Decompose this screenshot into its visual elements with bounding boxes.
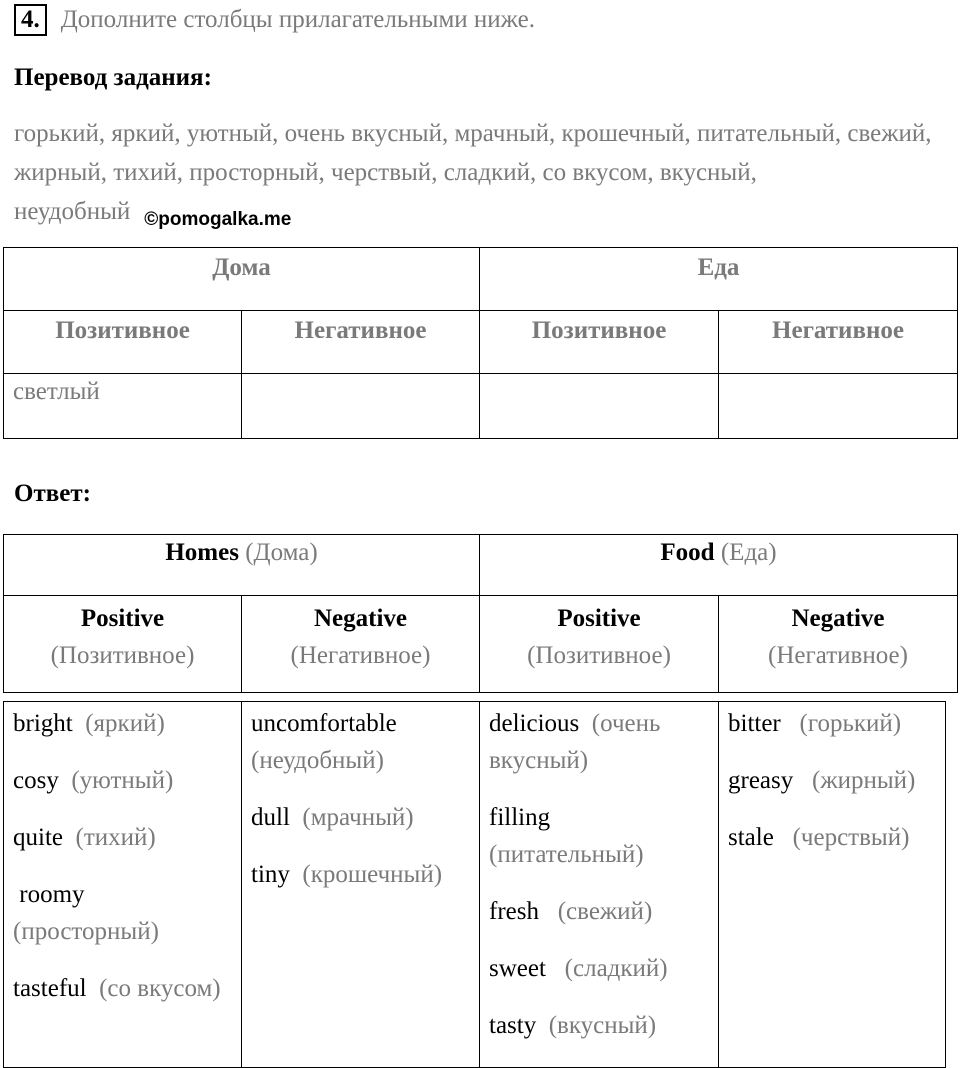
word-ru: (яркий) bbox=[85, 710, 165, 737]
list-item bbox=[13, 970, 232, 1007]
word-ru: (тихий) bbox=[75, 824, 156, 851]
col-ru: (Позитивное) bbox=[50, 642, 195, 669]
list-item bbox=[13, 705, 232, 742]
word-en: quite bbox=[13, 824, 63, 851]
answer-col-food-negative bbox=[719, 596, 958, 693]
word-en: tiny bbox=[251, 861, 290, 888]
word-ru: (питательный) bbox=[489, 841, 644, 868]
list-item bbox=[13, 819, 232, 856]
watermark: ©pomogalka.me bbox=[144, 209, 292, 230]
word-ru: (сладкий) bbox=[564, 955, 668, 982]
word-ru: (крошечный) bbox=[302, 861, 443, 888]
translation-heading: Перевод задания: bbox=[14, 64, 212, 91]
task-col-food-negative: Негативное bbox=[719, 311, 958, 374]
word-en: sweet bbox=[489, 955, 546, 982]
answer-cell-food-negative bbox=[719, 702, 946, 1068]
word-en: greasy bbox=[728, 767, 794, 794]
word-en: cosy bbox=[13, 767, 59, 794]
word-en: bitter bbox=[728, 710, 781, 737]
col-en: Negative bbox=[791, 605, 885, 632]
task-table bbox=[3, 247, 958, 439]
col-en: Positive bbox=[80, 605, 165, 632]
list-item bbox=[13, 762, 232, 799]
task-group-food: Еда bbox=[480, 248, 958, 311]
task-header bbox=[14, 4, 535, 36]
task-cell-homes-positive: светлый bbox=[4, 374, 242, 439]
answer-group-food bbox=[480, 535, 958, 596]
group-ru: (Дома) bbox=[245, 539, 318, 566]
word-en: bright bbox=[13, 710, 73, 737]
word-en: delicious bbox=[489, 710, 580, 737]
word-ru: (горький) bbox=[799, 710, 902, 737]
list-item bbox=[489, 705, 709, 779]
answer-body-table bbox=[3, 701, 946, 1068]
word-en: fresh bbox=[489, 898, 539, 925]
word-ru: (очень вкусный) bbox=[489, 710, 661, 774]
task-cell-homes-negative bbox=[242, 374, 480, 439]
word-en: dull bbox=[251, 804, 290, 831]
answer-group-homes bbox=[4, 535, 480, 596]
list-item bbox=[489, 799, 709, 873]
list-item bbox=[728, 762, 936, 799]
list-item bbox=[13, 876, 232, 950]
word-ru: (просторный) bbox=[13, 918, 159, 945]
group-en: Homes bbox=[165, 539, 239, 566]
word-ru: (свежий) bbox=[557, 898, 653, 925]
col-en: Negative bbox=[313, 605, 408, 632]
word-list-block bbox=[14, 114, 954, 233]
word-ru: (черствый) bbox=[792, 824, 910, 851]
answer-header-table bbox=[3, 534, 958, 693]
group-ru: (Еда) bbox=[720, 539, 777, 566]
task-cell-food-negative bbox=[719, 374, 958, 439]
list-item bbox=[489, 1007, 709, 1044]
col-en: Positive bbox=[557, 605, 641, 632]
task-title: Дополните столбцы прилагательными ниже. bbox=[60, 6, 535, 33]
word-ru: (жирный) bbox=[812, 767, 916, 794]
word-en: filling bbox=[489, 804, 551, 831]
task-cell-food-positive bbox=[480, 374, 719, 439]
task-col-homes-positive: Позитивное bbox=[4, 311, 242, 374]
word-en: uncomfortable bbox=[251, 710, 397, 737]
word-ru: (уютный) bbox=[71, 767, 174, 794]
task-col-homes-negative: Негативное bbox=[242, 311, 480, 374]
answer-col-homes-negative bbox=[242, 596, 480, 693]
list-item bbox=[728, 705, 936, 742]
list-item bbox=[251, 799, 470, 836]
answer-col-food-positive bbox=[480, 596, 719, 693]
answer-cell-food-positive bbox=[480, 702, 719, 1068]
word-en: stale bbox=[728, 824, 774, 851]
task-number: 4. bbox=[14, 4, 47, 36]
word-en: tasty bbox=[489, 1012, 537, 1039]
col-ru: (Позитивное) bbox=[527, 642, 671, 669]
task-group-homes: Дома bbox=[4, 248, 480, 311]
word-list: горький, яркий, уютный, очень вкусный, мрачный, крошечный, питательный, свежий, жирный, тихий, просторный, черствый, сладкий, со вкусом, вкусный, неудобный bbox=[14, 120, 932, 225]
answer-col-homes-positive bbox=[4, 596, 242, 693]
answer-cell-homes-positive bbox=[4, 702, 242, 1068]
word-ru: (неудобный) bbox=[251, 747, 384, 774]
col-ru: (Негативное) bbox=[290, 642, 431, 669]
list-item bbox=[251, 705, 470, 779]
answer-cell-homes-negative bbox=[242, 702, 480, 1068]
word-en: tasteful bbox=[13, 975, 87, 1002]
word-en: roomy bbox=[19, 881, 85, 908]
col-ru: (Негативное) bbox=[768, 642, 908, 669]
list-item bbox=[728, 819, 936, 856]
group-en: Food bbox=[660, 539, 715, 566]
task-col-food-positive: Позитивное bbox=[480, 311, 719, 374]
list-item bbox=[489, 893, 709, 930]
word-ru: (со вкусом) bbox=[99, 975, 221, 1002]
answer-heading: Ответ: bbox=[14, 480, 91, 507]
list-item bbox=[251, 856, 470, 893]
word-ru: (мрачный) bbox=[302, 804, 414, 831]
word-ru: (вкусный) bbox=[548, 1012, 657, 1039]
list-item bbox=[489, 950, 709, 987]
